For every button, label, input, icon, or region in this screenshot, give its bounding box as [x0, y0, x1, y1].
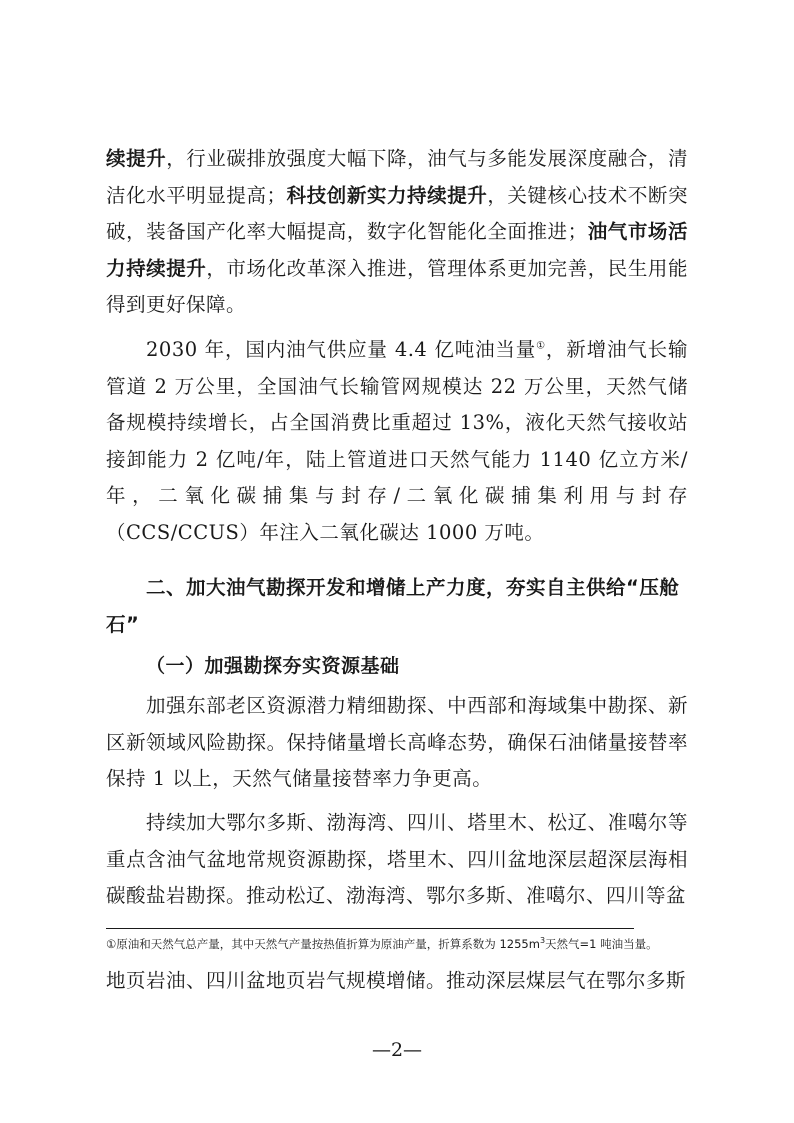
- footnote: [106, 934, 696, 954]
- paragraph-exploration: 加强东部老区资源潜力精细勘探、中西部和海域集中勘探、新区新领域风险勘探。保持储量增长高峰态势，确保石油储量接替率保持 1 以上，天然气储量接替率力争更高。: [106, 694, 688, 790]
- page-number: —2—: [371, 1039, 423, 1061]
- paragraph-2030-targets: [106, 332, 688, 551]
- paragraph-continued: 地页岩油、四川盆地页岩气规模增储。推动深层煤层气在鄂尔多斯: [106, 969, 687, 992]
- paragraph-text: 2030 年，国内油气供应量 4.4 亿吨油当量: [146, 338, 537, 361]
- footnote-reference[interactable]: ①: [536, 340, 546, 352]
- paragraph-text: ，行业碳排放强度大幅下降，油气与多能发展深度融合，清洁化水平明显提高；: [106, 147, 688, 207]
- footnote-text: 天然气=1 吨油当量。: [545, 937, 658, 951]
- paragraph-text: ，新增油气长输管道 2 万公里，全国油气长输管网规模达 22 万公里，天然气储备规模持续增长，占全国消费比重超过 13%，液化天然气接收站接卸能力 2 亿吨/年，陆上管道进口天然气能力 1140 亿立方米/年，二氧化碳捕集与封存/二氧化碳捕集利用与封存（CCS/CCUS）年注入二氧化碳达 1000 万吨。: [106, 338, 688, 544]
- bold-phrase-tech-innovation: 科技创新实力持续提升: [286, 183, 488, 207]
- paragraph-text: ，关键核心技术不断突破，装备国产化率大幅提高，数字化智能化全面推进；: [106, 183, 688, 243]
- subsection-heading: （一）加强勘探夯实资源基础: [146, 655, 400, 677]
- paragraph-text: ，市场化改革深入推进，管理体系更加完善，民生用能得到更好保障。: [106, 256, 688, 316]
- bold-phrase-continued: 续提升: [106, 147, 167, 170]
- bold-phrase-market-vitality: 油气市场活力持续提升: [106, 220, 688, 280]
- paragraph-basins: 持续加大鄂尔多斯、渤海湾、四川、塔里木、松辽、准噶尔等重点含油气盆地常规资源勘探，塔里木、四川盆地深层超深层海相碳酸盐岩勘探。推动松辽、渤海湾、鄂尔多斯、准噶尔、四川等盆: [106, 811, 688, 907]
- paragraph-goals-continued: [106, 141, 688, 324]
- footnote-superscript: 3: [539, 936, 546, 946]
- footnote-text: ①原油和天然气总产量，其中天然气产量按热值折算为原油产量，折算系数为 1255m: [106, 937, 540, 951]
- footnote-divider: [106, 928, 634, 929]
- section-heading: 二、加大油气勘探开发和增储上产力度，夯实自主供给“压舱石”: [106, 576, 680, 636]
